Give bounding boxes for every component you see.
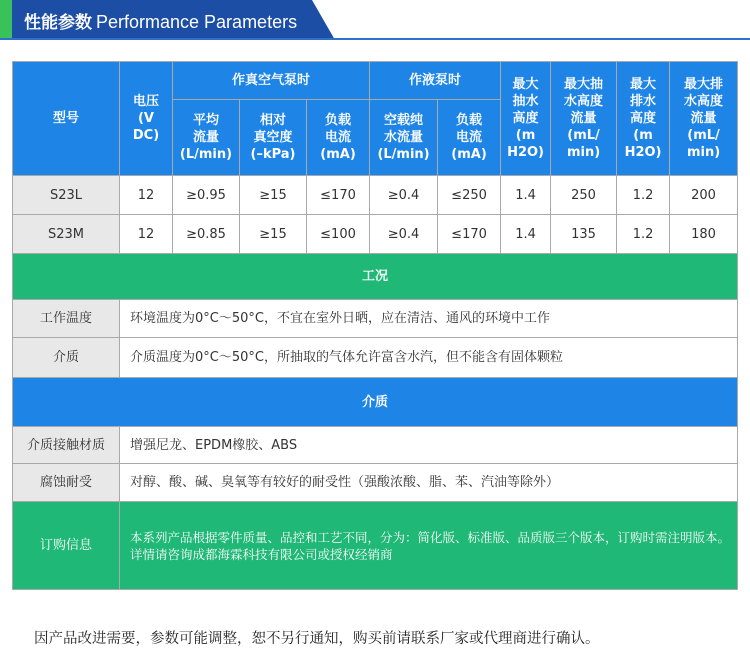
contact-material-label: 介质接触材质 (13, 427, 120, 464)
row-noload-water-flow: ≥0.4 (370, 215, 438, 254)
banner-title-cn: 性能参数 (24, 13, 92, 33)
row-load-current-liquid: ≤170 (438, 215, 501, 254)
row-load-current-air: ≤100 (307, 215, 370, 254)
row-voltage: 12 (120, 215, 173, 254)
work-temp-label: 工作温度 (13, 300, 120, 338)
row-noload-water-flow: ≥0.4 (370, 176, 438, 215)
row-max-suction-flow: 135 (551, 215, 617, 254)
medium-value: 介质温度为0°C～50°C，所抽取的气体允许富含水汽，但不能含有固体颗粒 (120, 338, 738, 378)
section-conditions-band: 工况 (13, 254, 738, 300)
header-max-discharge-height-flow: 最大排 水高度 流量 (mL/ min) (670, 62, 738, 176)
header-max-suction-height-flow: 最大抽 水高度 流量 (mL/ min) (551, 62, 617, 176)
row-max-suction-flow: 250 (551, 176, 617, 215)
row-avg-flow: ≥0.95 (173, 176, 240, 215)
banner-underline (0, 38, 750, 40)
row-rel-vacuum: ≥15 (240, 215, 307, 254)
order-info-value (120, 502, 738, 590)
row-max-suction-height: 1.4 (501, 176, 551, 215)
header-load-current-liquid: 负载 电流 (mA) (438, 100, 501, 176)
header-noload-water-flow: 空载纯 水流量 (L/min) (370, 100, 438, 176)
header-model: 型号 (13, 62, 120, 176)
header-avg-flow: 平均 流量 (L/min) (173, 100, 240, 176)
medium-label: 介质 (13, 338, 120, 378)
work-temp-value: 环境温度为0°C～50°C，不宜在室外日晒，应在清洁、通风的环境中工作 (120, 300, 738, 338)
row-model: S23L (13, 176, 120, 215)
row-max-suction-height: 1.4 (501, 215, 551, 254)
order-info-label: 订购信息 (13, 502, 120, 590)
header-load-current-air: 负载 电流 (mA) (307, 100, 370, 176)
row-load-current-air: ≤170 (307, 176, 370, 215)
row-max-discharge-height: 1.2 (617, 215, 670, 254)
row-rel-vacuum: ≥15 (240, 176, 307, 215)
banner-title (24, 8, 297, 33)
section-medium-band: 介质 (13, 378, 738, 427)
contact-material-value: 增强尼龙、EPDM橡胶、ABS (120, 427, 738, 464)
header-max-suction-height: 最大 抽水 高度 (m H2O) (501, 62, 551, 176)
order-info-line1: 本系列产品根据零件质量、品控和工艺不同，分为：简化版、标准版、品质版三个版本，订购时需注明版本。 (130, 529, 731, 545)
table-row (13, 215, 738, 254)
header-relative-vacuum: 相对 真空度 (–kPa) (240, 100, 307, 176)
corrosion-label: 腐蚀耐受 (13, 464, 120, 502)
order-info-line2: 详情请咨询成都海霖科技有限公司或授权经销商 (130, 546, 393, 562)
row-max-discharge-height: 1.2 (617, 176, 670, 215)
corrosion-value: 对醇、酸、碱、臭氧等有较好的耐受性（强酸浓酸、脂、苯、汽油等除外） (120, 464, 738, 502)
section-banner (0, 0, 750, 40)
header-voltage: 电压 (V DC) (120, 62, 173, 176)
performance-table (12, 61, 738, 590)
banner-accent-bar (0, 0, 12, 40)
row-model: S23M (13, 215, 120, 254)
header-liquid-pump-group: 作液泵时 (370, 62, 501, 100)
row-load-current-liquid: ≤250 (438, 176, 501, 215)
row-avg-flow: ≥0.85 (173, 215, 240, 254)
banner-title-en: Performance Parameters (96, 12, 298, 32)
row-voltage: 12 (120, 176, 173, 215)
header-air-pump-group: 作真空气泵时 (173, 62, 370, 100)
row-max-discharge-flow: 180 (670, 215, 738, 254)
row-max-discharge-flow: 200 (670, 176, 738, 215)
table-row (13, 176, 738, 215)
header-max-discharge-height: 最大 排水 高度 (m H2O) (617, 62, 670, 176)
footnote: 因产品改进需要，参数可能调整，恕不另行通知，购买前请联系厂家或代理商进行确认。 (34, 631, 600, 647)
